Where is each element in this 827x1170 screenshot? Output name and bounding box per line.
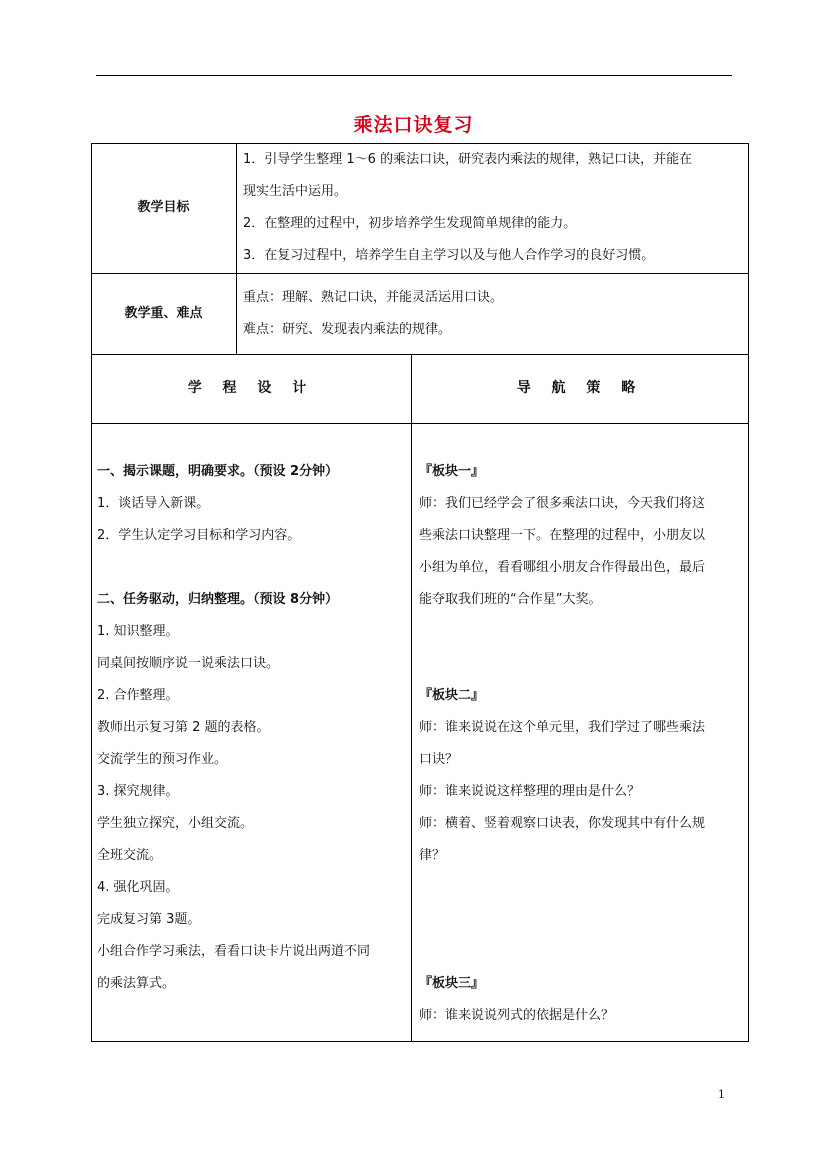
- list-item: 完成复习第 3题。: [97, 912, 201, 927]
- column-header-left: 学 程 设 计: [187, 380, 315, 396]
- learning-process-content: [97, 456, 409, 1000]
- list-item: 交流学生的预习作业。: [97, 752, 228, 767]
- spacer: [97, 552, 409, 584]
- navigation-strategy-content: [419, 456, 747, 1032]
- strategy-line: 师：谁来说说这样整理的理由是什么？: [419, 784, 641, 799]
- list-item: 1. 知识整理。: [97, 624, 179, 639]
- column-divider: [236, 143, 237, 354]
- key-point-line: 重点：理解、熟记口诀，并能灵活运用口诀。: [243, 290, 504, 305]
- strategy-line: 师：我们已经学会了很多乘法口诀，今天我们将这: [419, 496, 706, 511]
- strategy-line: 师：谁来说说在这个单元里，我们学过了哪些乘法: [419, 720, 706, 735]
- page-number: 1: [718, 1088, 725, 1101]
- list-item: 2．学生认定学习目标和学习内容。: [97, 528, 301, 543]
- header-rule: [96, 75, 732, 76]
- list-item: 3. 探究规律。: [97, 784, 179, 799]
- strategy-line: 律？: [419, 848, 446, 863]
- spacer: [419, 616, 747, 680]
- row-divider: [91, 423, 749, 424]
- strategy-line: 小组为单位，看看哪组小朋友合作得最出色，最后: [419, 560, 706, 575]
- list-item: 教师出示复习第 2 题的表格。: [97, 720, 270, 735]
- block-title: 『板块二』: [419, 688, 485, 703]
- list-item: 同桌间按顺序说一说乘法口诀。: [97, 656, 280, 671]
- row-divider: [91, 354, 749, 355]
- objective-line: 3．在复习过程中，培养学生自主学习以及与他人合作学习的良好习惯。: [243, 248, 655, 263]
- list-item: 全班交流。: [97, 848, 163, 863]
- list-item: 2. 合作整理。: [97, 688, 179, 703]
- objective-line: 现实生活中运用。: [243, 184, 348, 199]
- objective-line: 1．引导学生整理 1～6 的乘法口诀，研究表内乘法的规律，熟记口诀，并能在: [243, 152, 693, 167]
- strategy-line: 口诀？: [419, 752, 459, 767]
- block-title: 『板块三』: [419, 976, 485, 991]
- strategy-line: 能夺取我们班的“合作星”大奖。: [419, 592, 602, 607]
- strategy-line: 些乘法口诀整理一下。在整理的过程中，小朋友以: [419, 528, 706, 543]
- key-points-content: [243, 282, 747, 346]
- column-header-right: 导 航 策 略: [516, 380, 644, 396]
- block-title: 『板块一』: [419, 464, 485, 479]
- objectives-content: [243, 144, 747, 272]
- list-item: 学生独立探究，小组交流。: [97, 816, 254, 831]
- section-title: 一、揭示课题，明确要求。（预设 2分钟）: [97, 464, 339, 479]
- list-item: 小组合作学习乘法，看看口诀卡片说出两道不同: [97, 944, 371, 959]
- strategy-line: 师：谁来说说列式的依据是什么？: [419, 1008, 615, 1023]
- section-title: 二、任务驱动，归纳整理。（预设 8分钟）: [97, 592, 339, 607]
- list-item: 4. 强化巩固。: [97, 880, 179, 895]
- objective-line: 2．在整理的过程中，初步培养学生发现简单规律的能力。: [243, 216, 577, 231]
- key-points-label: 教学重、难点: [124, 305, 203, 321]
- key-point-line: 难点：研究、发现表内乘法的规律。: [243, 322, 452, 337]
- spacer: [419, 872, 747, 968]
- column-divider: [411, 354, 412, 1042]
- document-title: 乘法口诀复习: [353, 114, 474, 136]
- strategy-line: 师：横着、竖着观察口诀表，你发现其中有什么规: [419, 816, 706, 831]
- list-item: 1．谈话导入新课。: [97, 496, 210, 511]
- list-item: 的乘法算式。: [97, 976, 176, 991]
- objectives-label: 教学目标: [137, 200, 190, 215]
